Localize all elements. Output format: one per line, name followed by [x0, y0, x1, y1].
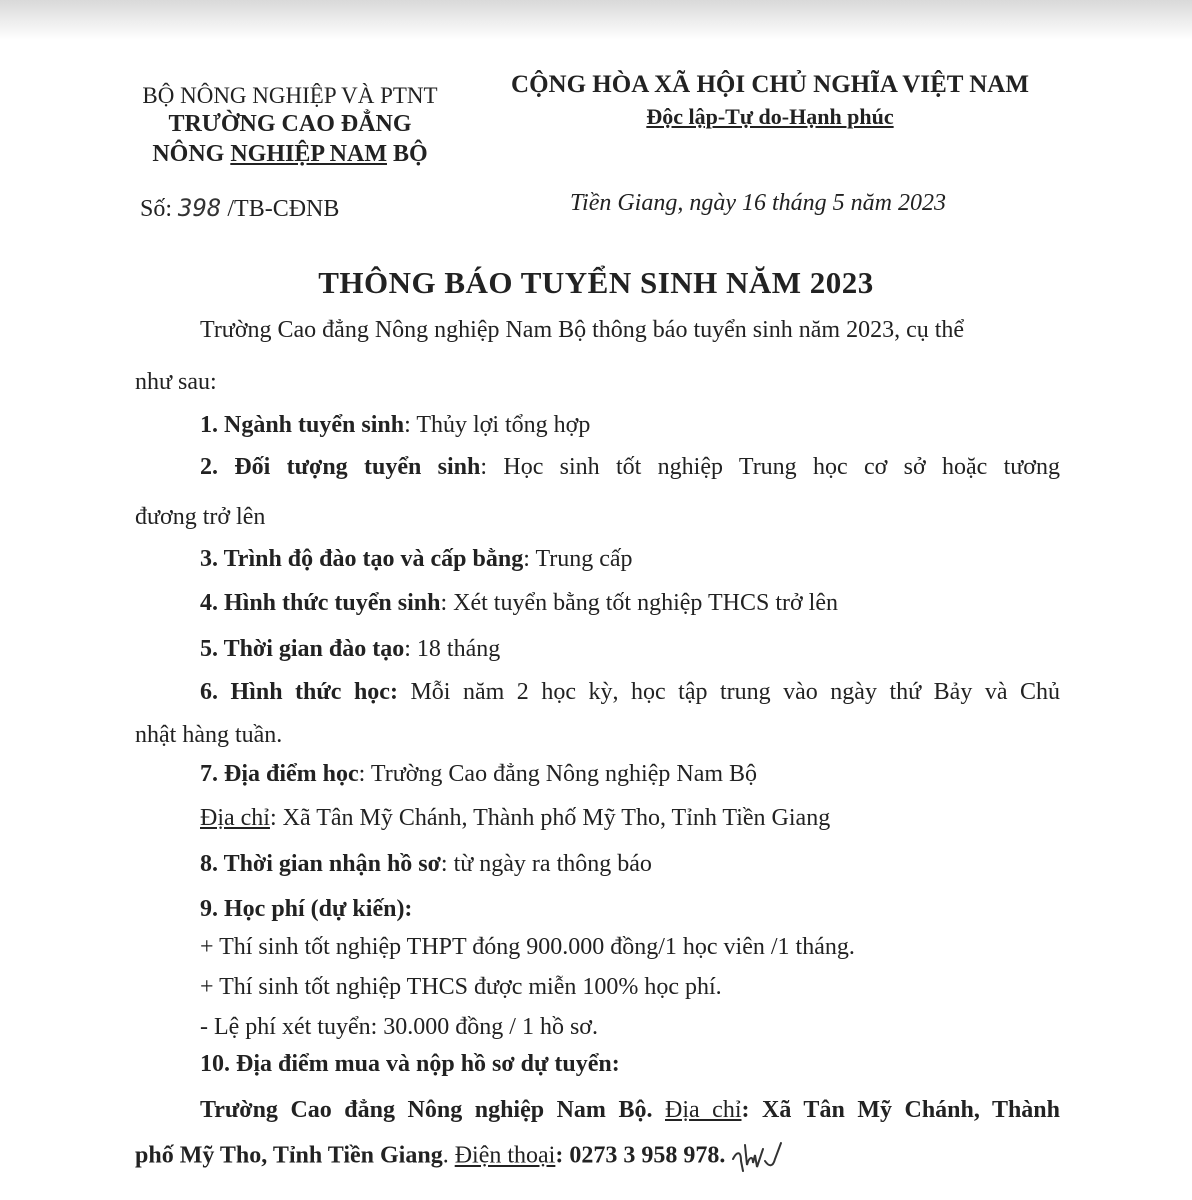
- final-dot: .: [646, 1097, 665, 1123]
- item-1-label: 1. Ngành tuyển sinh: [200, 412, 405, 438]
- national-motto: Độc lập-Tự do-Hạnh phúc: [646, 104, 894, 129]
- item-7: [200, 757, 757, 791]
- school-name-line1: TRƯỜNG CAO ĐẲNG: [168, 111, 412, 137]
- final-school: Trường Cao đẳng Nông nghiệp Nam Bộ: [200, 1097, 647, 1123]
- item-5-value: : 18 tháng: [404, 636, 501, 662]
- item-3-label: 3. Trình độ đào tạo và cấp bằng: [200, 546, 524, 572]
- item-8-value: : từ ngày ra thông báo: [440, 851, 652, 877]
- ministry-name: BỘ NÔNG NGHIỆP VÀ PTNT: [142, 83, 438, 108]
- item-2: [200, 450, 1060, 484]
- final-address-value: : Xã Tân Mỹ Chánh, Thành: [741, 1097, 1061, 1123]
- number-code: /TB-CĐNB: [227, 196, 340, 222]
- item-6-label: 6. Hình thức học:: [200, 679, 398, 705]
- item-1: [200, 408, 590, 442]
- school-name-line2: [120, 139, 460, 169]
- handwritten-number: 398: [178, 194, 222, 222]
- item-3-value: : Trung cấp: [523, 546, 633, 572]
- fee-line-2: + Thí sinh tốt nghiệp THCS được miễn 100% học phí.: [200, 974, 722, 1000]
- item-3: [200, 542, 633, 576]
- item-2-continued: đương trở lên: [135, 504, 266, 530]
- item-7-label: 7. Địa điểm học: [200, 761, 359, 787]
- item-6-value: Mỗi năm 2 học kỳ, học tập trung vào ngày thứ Bảy và Chủ: [397, 679, 1060, 705]
- final-phone-label: Điện thoại: [454, 1142, 556, 1169]
- item-4-value: : Xét tuyển bằng tốt nghiệp THCS trở lên: [440, 590, 839, 616]
- final-location: phố Mỹ Tho, Tỉnh Tiền Giang: [135, 1142, 443, 1169]
- fee-line-3: - Lệ phí xét tuyển: 30.000 đồng / 1 hồ sơ.: [200, 1014, 598, 1040]
- final-phone-value: : 0273 3 958 978.: [555, 1142, 726, 1169]
- final-address-label: Địa chỉ: [665, 1097, 742, 1123]
- item-1-value: : Thủy lợi tổng hợp: [404, 412, 591, 438]
- item-4-label: 4. Hình thức tuyển sinh: [200, 590, 441, 616]
- document-title: THÔNG BÁO TUYỂN SINH NĂM 2023: [318, 265, 874, 300]
- country-name: CỘNG HÒA XÃ HỘI CHỦ NGHĨA VIỆT NAM: [511, 71, 1029, 98]
- national-header: [500, 68, 1040, 132]
- item-6: [200, 675, 1060, 709]
- item-5-label: 5. Thời gian đào tạo: [200, 636, 405, 662]
- item-2-label: 2. Đối tượng tuyển sinh: [200, 454, 481, 480]
- intro-line2: như sau:: [135, 369, 217, 395]
- school-name-part-a: NÔNG: [152, 141, 231, 167]
- school-name-part-c: BỘ: [386, 141, 428, 167]
- final-line-1: [200, 1093, 1060, 1127]
- school-name-part-b: NGHIỆP NAM: [230, 141, 387, 167]
- item-8: [200, 847, 652, 881]
- place-date: Tiền Giang, ngày 16 tháng 5 năm 2023: [570, 190, 946, 216]
- item-8-label: 8. Thời gian nhận hồ sơ: [200, 851, 441, 877]
- intro-line1: Trường Cao đẳng Nông nghiệp Nam Bộ thông báo tuyển sinh năm 2023, cụ thể: [200, 317, 965, 343]
- document-number: [140, 194, 339, 223]
- item-10-label: 10. Địa điểm mua và nộp hồ sơ dự tuyển:: [200, 1051, 620, 1077]
- address-value: : Xã Tân Mỹ Chánh, Thành phố Mỹ Tho, Tỉnh Tiền Giang: [269, 805, 831, 831]
- initials-signature-icon: [729, 1137, 789, 1177]
- item-6-continued: nhật hàng tuần.: [135, 722, 283, 748]
- final-line-2: phố Mỹ Tho, Tỉnh Tiền Giang. Điện thoại: 0273 3 958 978.: [135, 1137, 789, 1177]
- fee-line-1: + Thí sinh tốt nghiệp THPT đóng 900.000 đồng/1 học viên /1 tháng.: [200, 934, 855, 960]
- item-5: [200, 632, 500, 666]
- scan-shadow: [0, 0, 1192, 40]
- item-2-value: : Học sinh tốt nghiệp Trung học cơ sở hoặc tương: [480, 454, 1061, 480]
- issuer-block: [120, 82, 460, 169]
- address-label: Địa chỉ: [200, 805, 270, 831]
- item-4: [200, 586, 838, 620]
- item-9-label: 9. Học phí (dự kiến):: [200, 896, 413, 922]
- address-line: [200, 801, 830, 835]
- number-label: Số:: [140, 196, 173, 222]
- item-7-value: : Trường Cao đẳng Nông nghiệp Nam Bộ: [358, 761, 758, 787]
